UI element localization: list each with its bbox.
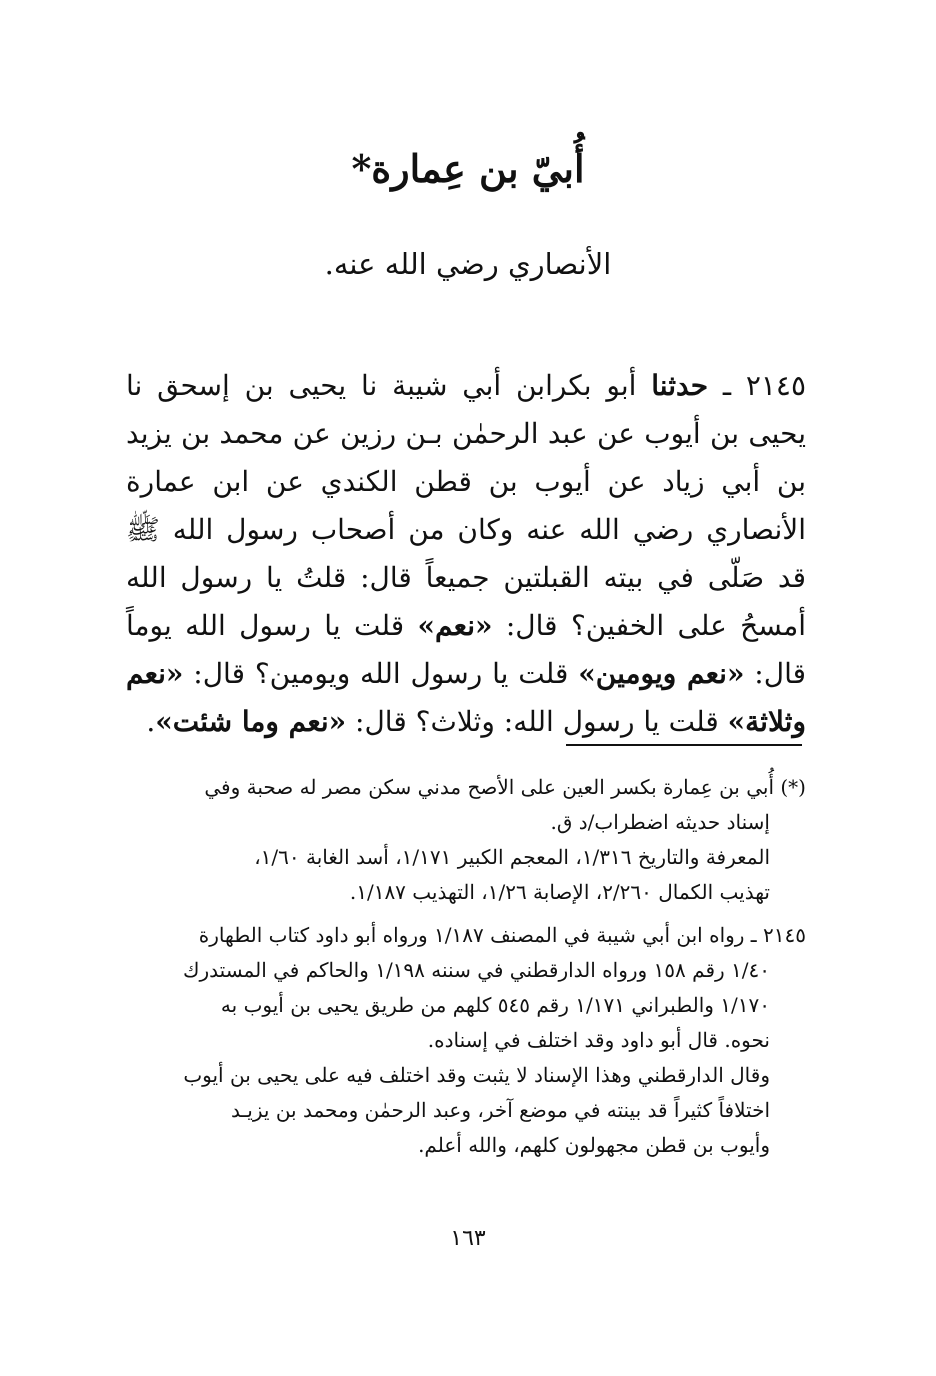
footnote-biography (126, 770, 806, 910)
footnote-line: اختلافاً كثيراً قد بينته في موضع آخر، وعبد الرحمٰن ومحمد بن يزيـد (230, 1098, 770, 1122)
entry-subtitle: الأنصاري رضي الله عنه. (324, 247, 612, 281)
hadith-text-part-3: قلت يا رسول الله ويومين؟ قال: (193, 657, 569, 690)
hadith-text-part-1: أبو بكرابن أبي شيبة نا يحيى بن إسحق نا يحيى بن أيوب عن عبد الرحمٰن بـن رزين عن محمد بن يزيد بن أبي زياد عن أيوب بن قطن الكندي عن ابن عمارة الأنصاري رضي الله عنه وكان من أصحاب رسول الله ﷺ قد صَلّى في بيته القبلتين جميعاً قال: قلتُ يا رسول الله أمسحُ على الخفين؟ قال: (126, 369, 807, 642)
footnote-line: المعرفة والتاريخ ١/٣١٦، المعجم الكبير ١/١٧١، أسد الغابة ١/٦٠، (254, 845, 770, 869)
hadith-quote-3: «نعم وثلاثة» (126, 657, 806, 738)
footnote-separator (566, 744, 802, 746)
footnotes (126, 770, 806, 1171)
hadith-quote-4: «نعم وما شئت» (155, 705, 347, 738)
entry-title: أُبيّ بن عِمارة* (351, 146, 585, 191)
footnote-line: نحوه. قال أبو داود وقد اختلف في إسناده. (427, 1028, 770, 1052)
hadith-text-part-4: قلت يا رسول الله: وثلاث؟ قال: (355, 705, 719, 738)
footnote-takhrij (126, 918, 806, 1163)
footnote-line: وقال الدارقطني وهذا الإسناد لا يثبت وقد اختلف فيه على يحيى بن أيوب (183, 1063, 770, 1087)
footnote-line: ١/١٧٠ والطبراني ١/١٧١ رقم ٥٤٥ كلهم من طريق يحيى بن أيوب به (220, 993, 770, 1017)
footnote-line: وأيوب بن قطن مجهولون كلهم، والله أعلم. (418, 1133, 770, 1157)
footnote-line: إسناد حديثه اضطراب/د ق. (550, 810, 770, 834)
footnote-line: تهذيب الكمال ٢/٢٦٠، الإصابة ١/٢٦، التهذيب ١/١٨٧. (349, 880, 770, 904)
hadith-end-mark: . (146, 705, 156, 738)
hadith-text (126, 362, 806, 746)
footnote-line: (*) أُبي بن عِمارة بكسر العين على الأصح مدني سكن مصر له صحبة وفي (204, 775, 806, 799)
footnote-line: ١/٤٠ رقم ١٥٨ ورواه الدارقطني في سننه ١/١٩٨ والحاكم في المستدرك (183, 958, 770, 982)
hadith-number: ٢١٤٥ ـ (722, 369, 806, 402)
hadith-quote-2: «نعم ويومين» (578, 657, 745, 690)
hadith-quote-1: «نعم» (417, 609, 493, 642)
footnote-line: ٢١٤٥ ـ رواه ابن أبي شيبة في المصنف ١/١٨٧ ورواه أبو داود كتاب الطهارة (198, 923, 806, 947)
hadith-lead-word: حدثنا (651, 369, 709, 402)
page-number: ١٦٣ (450, 1226, 486, 1251)
hadith-text-part-2: قلت يا رسول الله يوماً قال: (126, 609, 806, 690)
